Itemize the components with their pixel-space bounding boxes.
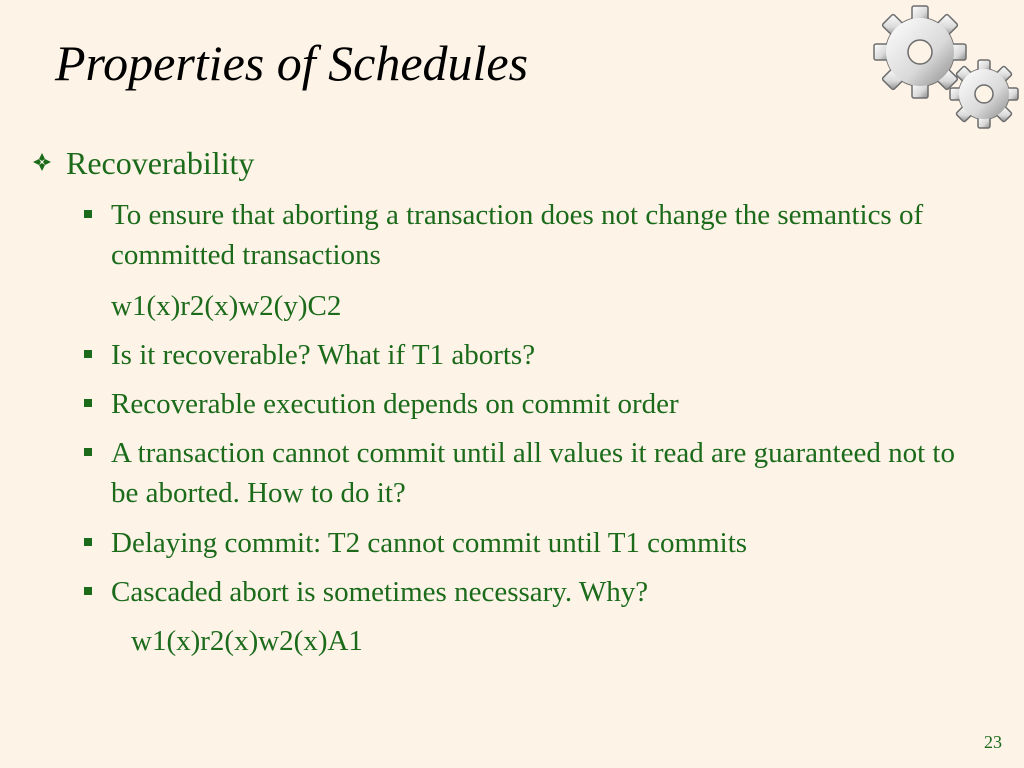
schedule-example: w1(x)r2(x)w2(y)C2 bbox=[111, 290, 342, 322]
schedule-example: w1(x)r2(x)w2(x)A1 bbox=[131, 625, 363, 657]
diamond-bullet-icon bbox=[32, 152, 52, 172]
bullet-item: Recoverable execution depends on commit order bbox=[111, 388, 679, 420]
page-number: 23 bbox=[984, 732, 1002, 752]
square-bullet-icon bbox=[84, 210, 92, 218]
bullet-item: Delaying commit: T2 cannot commit until T1 commits bbox=[111, 527, 748, 559]
square-bullet-icon bbox=[84, 448, 92, 456]
bullet-item: Cascaded abort is sometimes necessary. Why? bbox=[111, 576, 649, 608]
square-bullet-icon bbox=[84, 538, 92, 546]
bullet-item: To ensure that aborting a transaction does not change the semantics of committed transactions bbox=[111, 199, 924, 271]
square-bullet-icon bbox=[84, 350, 92, 358]
square-bullet-icon bbox=[84, 587, 92, 595]
square-bullet-icon bbox=[84, 399, 92, 407]
heading-recoverability: Recoverability bbox=[66, 145, 255, 181]
bullet-item: Is it recoverable? What if T1 aborts? bbox=[111, 339, 536, 371]
bullet-item: A transaction cannot commit until all values it read are guaranteed not to be aborted. How to do it? bbox=[111, 437, 955, 509]
slide-title: Properties of Schedules bbox=[55, 35, 529, 91]
